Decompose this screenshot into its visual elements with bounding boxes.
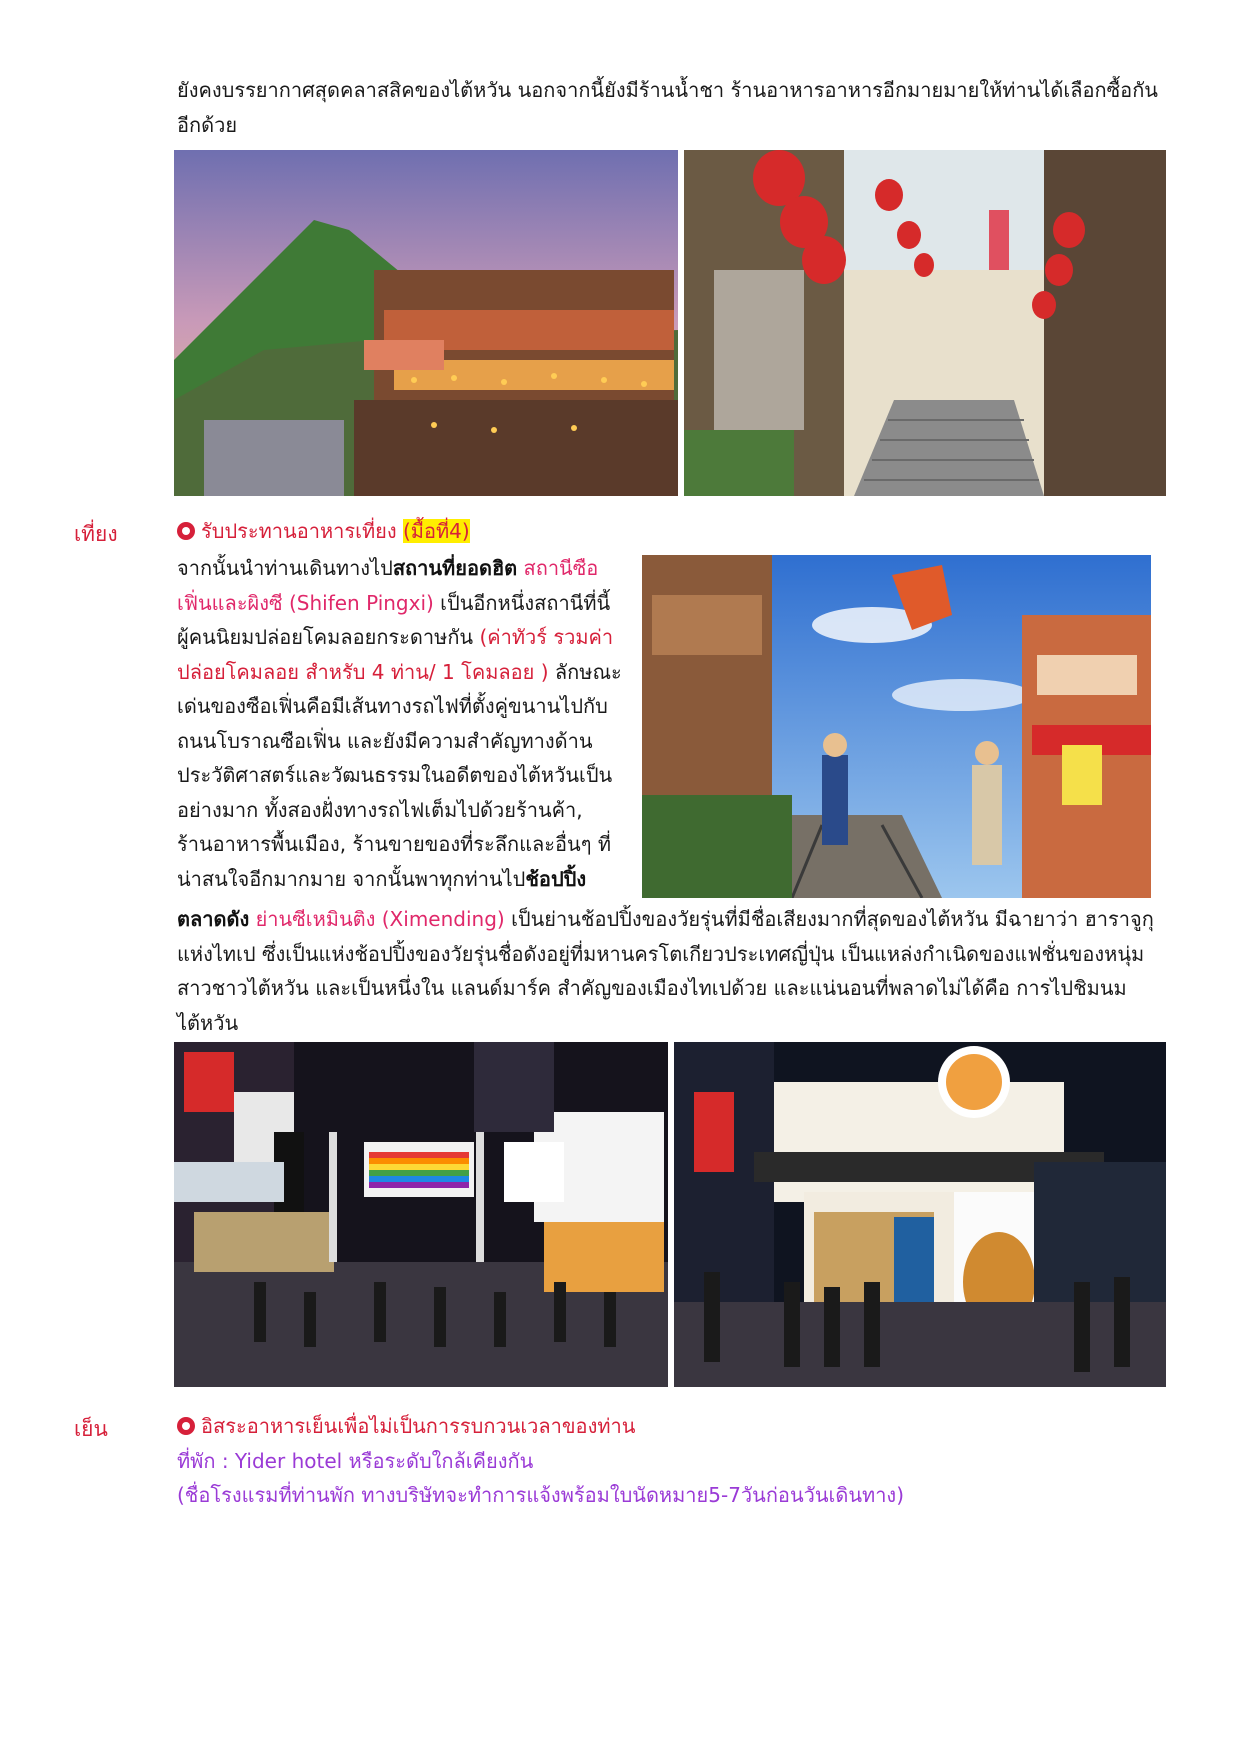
hotel-line: ที่พัก : Yider hotel หรือระดับใกล้เคียงกัน [177,1448,534,1473]
pingxi-paragraph [177,551,627,896]
hotel-note: (ชื่อโรงแรมที่ท่านพัก ทางบริษัทจะทำการแจ้งพร้อมใบนัดหมาย5-7วันก่อนวันเดินทาง) [177,1483,904,1507]
intro-paragraph [177,73,1177,142]
lunch-meal-line [177,514,470,549]
place-name: สถานีซือ [517,556,599,580]
tour-price-note: ปล่อยโคมลอย สำหรับ 4 ท่าน/ 1 โคมลอย ) [177,659,549,684]
lunch-time-label: เที่ยง [74,522,118,546]
meal-plate-icon [177,1417,195,1435]
intro-line-2: อีกด้วย [177,112,238,137]
intro-line-1: ยังคงบรรยากาศสุดคลาสสิคของไต้หวัน นอกจากนี้ยังมีร้านน้ำชา ร้านอาหารอาหารอีกมายมายให้ท่านได้เลือกซื้อกัน [177,78,1158,102]
pingxi-line: น่าสนใจอีกมากมาย จากนั้นพาทุกท่านไปช้อปปิ้ง [177,866,587,891]
pingxi-line: ร้านอาหารพื้นเมือง, ร้านขายของที่ระลึกและอื่นๆ ที่ [177,832,612,856]
pingxi-line: ประวัติศาสตร์และวัฒนธรรมในอดีตของไต้หวันเป็น [177,763,613,787]
pingxi-line: เฟิ่นและผิงซี (Shifen Pingxi) เป็นอีกหนึ่งสถานีที่นี้ [177,590,611,615]
pingxi-line: ปล่อยโคมลอย สำหรับ 4 ท่าน/ 1 โคมลอย ) ลักษณะ [177,659,622,684]
dinner-time-label: เย็น [74,1417,108,1441]
dinner-meal-line [177,1409,1177,1444]
dinner-section [177,1409,1177,1513]
bubble-tea-shop-photo [674,1042,1166,1387]
meal-number-tag: (มื้อที่4) [402,519,470,543]
pingxi-line: อย่างมาก ทั้งสองฝั่งทางรถไฟเต็มไปด้วยร้านค้า, [177,797,583,822]
pingxi-line: ถนนโบราณซือเฟิ่น และยังมีความสำคัญทางด้าน [177,728,593,753]
jiufen-town-photo [174,150,678,496]
meal-plate-icon [177,522,195,540]
place-name: ย่านซีเหมินติง (Ximending) [249,907,505,931]
ximending-line: แห่งไทเป ซึ่งเป็นแห่งช้อปปิ้งของวัยรุ่นชื่อดังอยู่ที่มหานครโตเกียวประเทศญี่ปุ่น เป็นแหล่งกำเนิดของแฟชั่นของหนุ่ม [177,941,1145,966]
pingxi-line: ผู้คนนิยมปล่อยโคมลอยกระดาษกัน (ค่าทัวร์ รวมค่า [177,625,614,649]
jiufen-lantern-stairs-photo [684,150,1166,496]
pingxi-line: จากนั้นนำท่านเดินทางไปสถานที่ยอดฮิต สถานีซือ [177,556,599,580]
highlight-text: ช้อปปิ้ง [525,866,587,891]
dinner-meal-text: อิสระอาหารเย็นเพื่อไม่เป็นการรบกวนเวลาของท่าน [201,1414,636,1438]
pingxi-line: เด่นของซือเฟิ่นคือมีเส้นทางรถไฟที่ตั้งคู่ขนานไปกับ [177,694,608,718]
ximending-line: ตลาดดัง ย่านซีเหมินติง (Ximending) เป็นย่านช้อปปิ้งของวัยรุ่นที่มีชื่อเสียงมากที่สุดของไต้หวัน มีฉายาว่า ฮาราจูกุ [177,907,1154,931]
shifen-sky-lantern-photo [642,555,1151,898]
highlight-text: สถานที่ยอดฮิต [392,556,518,580]
place-name: เฟิ่นและผิงซี (Shifen Pingxi) [177,590,434,615]
ximending-line: สาวชาวไต้หวัน และเป็นหนึ่งใน แลนด์มาร์ค สำคัญของเมืองไทเปด้วย และแน่นอนที่พลาดไม่ได้คือ การไปชิมนมไต้หวัน [177,976,1127,1035]
tour-price-note: (ค่าทัวร์ รวมค่า [479,625,614,649]
lunch-meal-text: รับประทานอาหารเที่ยง [201,519,397,543]
highlight-text: ตลาดดัง [177,907,250,931]
ximending-night-street-photo [174,1042,668,1387]
